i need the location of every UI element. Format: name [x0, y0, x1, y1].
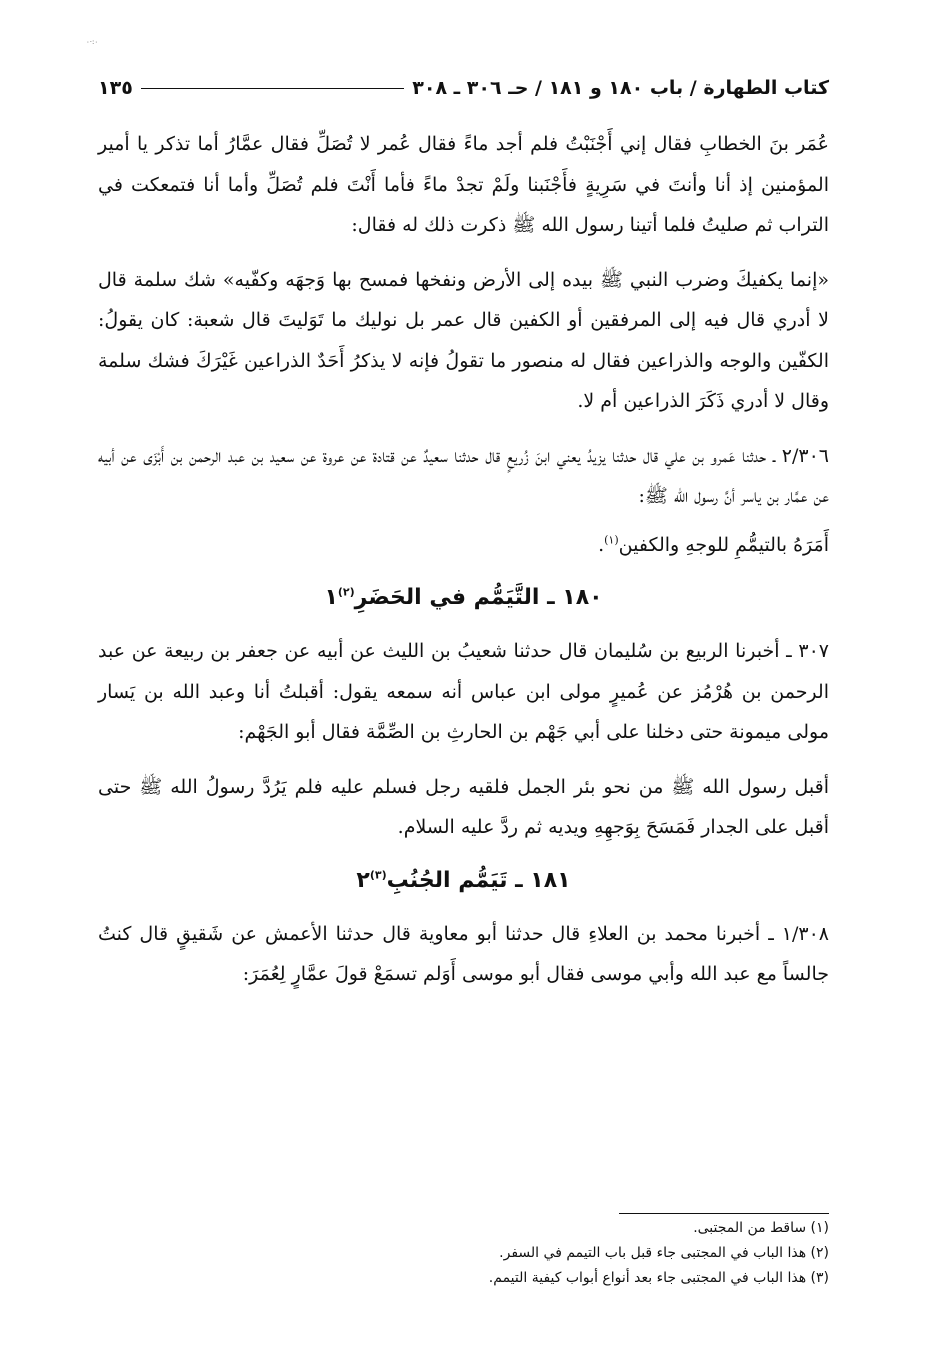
heading-text: ١٨٠ ـ التَّيَمُّم في الحَضَرِ [354, 585, 603, 610]
footnote: (٣) هذا الباب في المجتبى جاء بعد أنواع أبواب كيفية التيمم. [488, 1270, 829, 1286]
hadith-chain: ٢/٣٠٦ ـ حدثنا عَمرو بن علي قال حدثنا يزيدُ يعني ابنَ زُريعٍ قال حدثنا سعيدٌ عن قتادة عن عروة عن سعيد بن عبد الرحمن بن أَبْزَى عن أبيه عن عمَّار بن ياسر أنَّ رسول الله ﷺ: [98, 444, 829, 507]
quote-end: . [598, 533, 605, 556]
footnote: (١) ساقط من المجتبى. [693, 1220, 829, 1236]
running-header [98, 70, 829, 106]
heading-num: ٢ [356, 867, 370, 893]
chapter-heading [98, 856, 829, 906]
footnote-rule [619, 1213, 829, 1214]
footnote-ref: (٢) [337, 585, 355, 599]
header-rule [141, 88, 404, 89]
heading-text: ١٨١ ـ تَيَمُّم الجُنُبِ [386, 867, 571, 893]
margin-speck: ٠:·٠ [86, 38, 99, 46]
header-title: كتاب الطهارة / باب ١٨٠ و ١٨١ / حـ ٣٠٦ ـ ٣٠٨ [412, 77, 829, 99]
hadith-chain: ٣٠٧ ـ أخبرنا الربيع بن سُليمان قال حدثنا شعيبُ بن الليث عن أبيه عن جعفر بن ربيعة عن عبد الرحمن بن هُرْمُز عن عُميرٍ مولى ابن عباس أنه سمعه يقول: أقبلتُ أنا وعبد الله بن يَسار مولى ميمونة حتى دخلنا على أبي جَهْم بن الحارثِ بن الصِّمَّة فقال أبو الجَهْم: [98, 640, 829, 743]
footnote: (٢) هذا الباب في المجتبى جاء قبل باب التيمم في السفر. [499, 1245, 829, 1261]
hadith-quote: أقبل رسول الله ﷺ من نحو بئر الجمل فلقيه رجل فسلم عليه فلم يَرُدَّ رسولُ الله ﷺ حتى أقبل على الجدار فَمَسَحَ بِوَجهِهِ ويديه ثم ردَّ عليه السلام. [98, 775, 829, 838]
hadith-quote [98, 525, 829, 566]
hadith-chain: ١/٣٠٨ ـ أخبرنا محمد بن العلاءِ قال حدثنا أبو معاوية قال حدثنا الأعمش عن شَقيقٍ قال كنتُ جالساً مع عبد الله وأبي موسى فقال أبو موسى أَوَلم تسمَعْ قولَ عمَّارٍ لِعُمَرَ: [98, 922, 829, 985]
main-text [98, 124, 829, 995]
quote-text: أَمَرَهُ بالتيمُّمِ للوجهِ والكفين [618, 533, 829, 556]
chapter-heading [98, 573, 829, 623]
paragraph: عُمَر بنَ الخطابِ فقال إني أَجْنَبْتُ فلم أجد ماءً فقال عُمر لا تُصَلِّ فقال عمَّارُ أما تذكر يا أمير المؤمنين إذ أنا وأنتَ في سَرِيةٍ فأَجْنَبنا ولَمْ تجدْ ماءً فأما أَنْتَ فلم تُصَلِّ وأما أنا فتمعكت في التراب ثم صليتُ فلما أتينا رسول الله ﷺ ذكرت ذلك له فقال: [98, 133, 829, 236]
hadith-quote: «إنما يكفيكَ وضرب النبي ﷺ بيده إلى الأرض ونفخها فمسح بها وَجهَه وكفّيه» شك سلمة قال لا أدري قال فيه إلى المرفقين أو الكفين قال عمر بل نوليك ما تَوَليتَ قال شعبة: كان يقولُ: الكفّين والوجه والذراعين فقال له منصور ما تقولُ فإنه لا يذكرُ أَحَدٌ الذراعين غَيْرَكَ فشك سلمة وقال لا أدري ذَكَرَ الذراعين أم لا. [98, 268, 829, 412]
footnote-ref: (٣) [369, 868, 387, 882]
page-number: ١٣٥ [98, 77, 133, 99]
heading-num: ١ [324, 585, 338, 610]
footnotes [98, 1216, 829, 1291]
footnote-ref: (١) [604, 533, 619, 547]
